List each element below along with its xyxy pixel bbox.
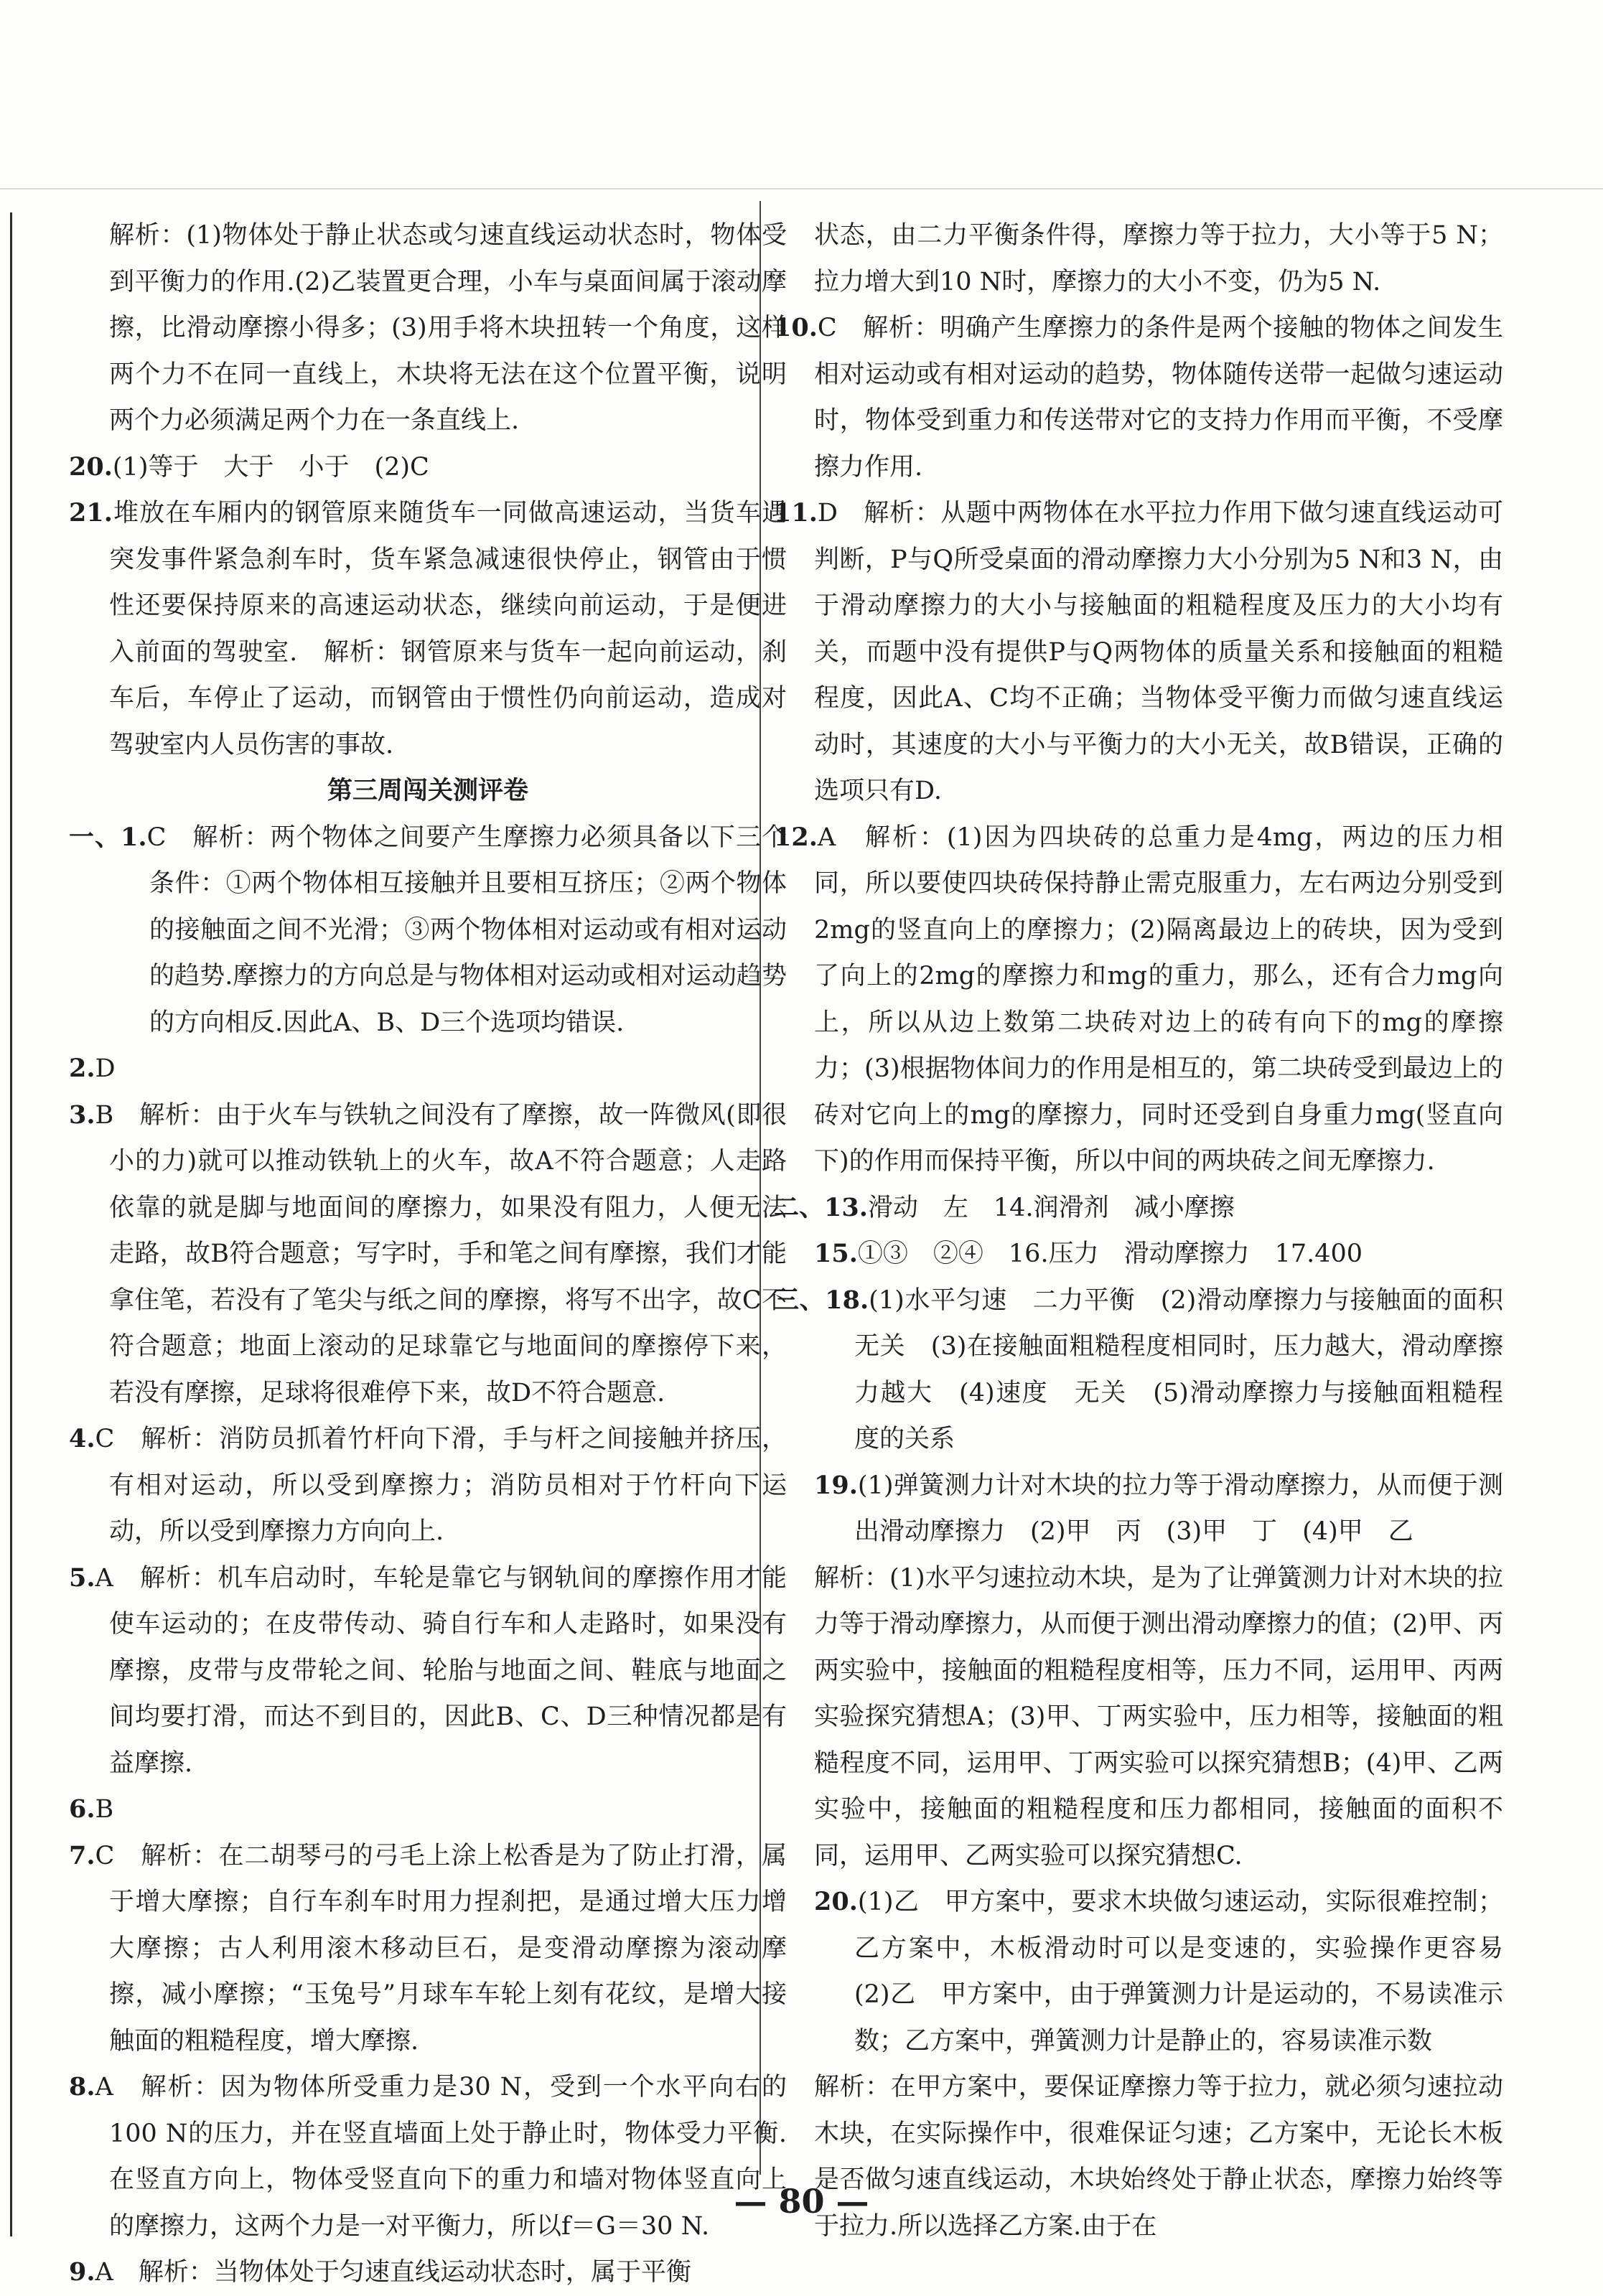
answer-item: [69, 212, 787, 444]
item-number: 9.: [69, 2257, 95, 2287]
answer-item: [69, 490, 787, 768]
item-text: (1)水平匀速 二力平衡 (2)滑动摩擦力与接触面的面积无关 (3)在接触面粗糙程度相同时，压力越大，滑动摩擦力越大 (4)速度 无关 (5)滑动摩擦力与接触面粗糙程度的关系: [854, 1285, 1503, 1453]
answer-item: [774, 1278, 1503, 1463]
item-number: 12.: [774, 822, 818, 852]
item-text: 第三周闯关测评卷: [327, 776, 528, 805]
item-text: 解析：(1)物体处于静止状态或匀速直线运动状态时，物体受到平衡力的作用.(2)乙装置更合理，小车与桌面间属于滚动摩擦，比滑动摩擦小得多；(3)用手将木块扭转一个角度，这样两个力不在同一直线上，木块将无法在这个位置平衡，说明两个力必须满足两个力在一条直线上.: [109, 221, 787, 435]
answer-item: [69, 444, 787, 491]
section-heading: [69, 768, 787, 815]
item-text: ①③ ②④ 16.压力 滑动摩擦力 17.400: [857, 1240, 1363, 1268]
item-number: 3.: [69, 1100, 95, 1130]
item-text: (1)等于 大于 小于 (2)C: [112, 452, 429, 482]
right-column: [774, 212, 1529, 2249]
item-text: C 解析：消防员抓着竹杆向下滑，手与杆之间接触并挤压，有相对运动，所以受到摩擦力；消防员相对于竹杆向下运动，所以受到摩擦力方向向上.: [95, 1425, 787, 1546]
item-text: A 解析：因为物体所受重力是30 N，受到一个水平向右的100 N的压力，并在竖直墙面上处于静止时，物体受力平衡.在竖直方向上，物体受竖直向下的重力和墙对物体竖直向上的摩擦力，这两个力是一对平衡力，所以f＝G＝30 N.: [95, 2073, 787, 2241]
item-text: A 解析：当物体处于匀速直线运动状态时，属于平衡: [95, 2258, 691, 2287]
answer-item: [69, 1555, 787, 1787]
answer-item: [774, 1463, 1503, 1555]
answer-item: [69, 2249, 787, 2296]
answer-item: [69, 1416, 787, 1555]
item-number: 4.: [69, 1424, 95, 1453]
answer-item: [774, 305, 1503, 490]
item-text: C 解析：明确产生摩擦力的条件是两个接触的物体之间发生相对运动或有相对运动的趋势，物体随传送带一起做匀速运动时，物体受到重力和传送带对它的支持力作用而平衡，不受摩擦力作用.: [814, 314, 1503, 482]
item-number: 5.: [69, 1562, 95, 1593]
answer-item: [774, 1185, 1503, 1232]
item-text: D 解析：从题中两物体在水平拉力作用下做匀速直线运动可判断，P与Q所受桌面的滑动摩擦力大小分别为5 N和3 N，由于滑动摩擦力的大小与接触面的粗糙程度及压力的大小均有关，而题中没有提供P与Q两物体的质量关系和接触面的粗糙程度，因此A、C均不正确；当物体受平衡力而做匀速直线运动时，其速度的大小与平衡力的大小无关，故B错误，正确的选项只有D.: [814, 499, 1503, 805]
answer-item: [69, 2064, 787, 2249]
item-text: B: [95, 1795, 114, 1824]
answer-item: [774, 1555, 1503, 1880]
item-number: 19.: [814, 1470, 858, 1500]
item-number: 15.: [814, 1239, 858, 1268]
item-number: 二、13.: [774, 1192, 868, 1222]
item-text: A 解析：机车启动时，车轮是靠它与钢轨间的摩擦作用才能使车运动的；在皮带传动、骑自行车和人走路时，如果没有摩擦，皮带与皮带轮之间、轮胎与地面之间、鞋底与地面之间均要打滑，而达不到目的，因此B、C、D三种情况都是有益摩擦.: [95, 1563, 787, 1778]
answer-item: [69, 1786, 787, 1833]
item-text: 状态，由二力平衡条件得，摩擦力等于拉力，大小等于5 N；拉力增大到10 N时，摩擦力的大小不变，仍为5 N.: [814, 221, 1503, 296]
answer-item: [774, 1231, 1503, 1278]
item-number: 2.: [69, 1054, 95, 1083]
item-text: 解析：(1)水平匀速拉动木块，是为了让弹簧测力计对木块的拉力等于滑动摩擦力，从而便于测出滑动摩擦力的值；(2)甲、丙两实验中，接触面的粗糙程度相等，压力不同，运用甲、丙两实验探究猜想A；(3)甲、丁两实验中，压力相等，接触面的粗糙程度不同，运用甲、丁两实验可以探究猜想B；(4)甲、乙两实验中，接触面的粗糙程度和压力都相同，接触面的面积不同，运用甲、乙两实验可以探究猜想C.: [814, 1563, 1503, 1870]
answer-item: [69, 1833, 787, 2065]
answer-item: [774, 2064, 1503, 2249]
answer-item: [774, 815, 1503, 1185]
item-number: 20.: [814, 1887, 858, 1916]
item-text: D: [95, 1054, 116, 1083]
item-text: (1)乙 甲方案中，要求木块做匀速运动，实际很难控制；乙方案中，木板滑动时可以是变速的，实验操作更容易 (2)乙 甲方案中，由于弹簧测力计是运动的，不易读准示数；乙方案中，弹簧测力计是静止的，容易读准示数: [854, 1888, 1529, 2056]
header-rule: [0, 188, 1603, 189]
left-column: [69, 212, 787, 2296]
item-number: 7.: [69, 1840, 95, 1870]
item-text: C 解析：两个物体之间要产生摩擦力必须具备以下三个条件：①两个物体相互接触并且要相互挤压；②两个物体的接触面之间不光滑；③两个物体相对运动或有相对运动的趋势.摩擦力的方向总是与物体相对运动或相对运动趋势的方向相反.因此A、B、D三个选项均错误.: [146, 823, 787, 1037]
answer-item: [774, 212, 1503, 305]
item-number: 6.: [69, 1794, 95, 1824]
item-text: 解析：在甲方案中，要保证摩擦力等于拉力，就必须匀速拉动木块，在实际操作中，很难保证匀速；乙方案中，无论长木板是否做匀速直线运动，木块始终处于静止状态，摩擦力始终等于拉力.所以选择乙方案.由于在: [814, 2073, 1503, 2241]
item-number: 三、18.: [774, 1285, 869, 1315]
answer-item: [774, 1879, 1529, 2064]
binding-margin-rule: [10, 212, 12, 2236]
answer-item: [774, 490, 1503, 815]
item-text: B 解析：由于火车与铁轨之间没有了摩擦，故一阵微风(即很小的力)就可以推动铁轨上的火车，故A不符合题意；人走路依靠的就是脚与地面间的摩擦力，如果没有阻力，人便无法走路，故B符合题意；写字时，手和笔之间有摩擦，我们才能拿住笔，若没有了笔尖与纸之间的摩擦，将写不出字，故C不符合题意；地面上滚动的足球靠它与地面间的摩擦停下来，若没有摩擦，足球将很难停下来，故D不符合题意.: [95, 1100, 787, 1407]
item-text: C 解析：在二胡琴弓的弓毛上涂上松香是为了防止打滑，属于增大摩擦；自行车刹车时用力捏刹把，是通过增大压力增大摩擦；古人利用滚木移动巨石，是变滑动摩擦为滚动摩擦，减小摩擦；“玉兔号”月球车车轮上刻有花纹，是增大接触面的粗糙程度，增大摩擦.: [95, 1841, 787, 2056]
item-number: 10.: [774, 313, 818, 342]
item-number: 一、1.: [69, 822, 147, 852]
answer-item: [69, 1046, 787, 1092]
item-number: 11.: [774, 498, 818, 528]
item-text: A 解析：(1)因为四块砖的总重力是4mg，两边的压力相同，所以要使四块砖保持静止需克服重力，左右两边分别受到2mg的竖直向上的摩擦力；(2)隔离最边上的砖块，因为受到了向上的2mg的摩擦力和mg的重力，那么，还有合力mg向上，所以从边上数第二块砖对边上的砖有向下的mg的摩擦力；(3)根据物体间力的作用是相互的，第二块砖受到最边上的砖对它向上的mg的摩擦力，同时还受到自身重力mg(竖直向下)的作用而保持平衡，所以中间的两块砖之间无摩擦力.: [814, 823, 1503, 1176]
item-text: 堆放在车厢内的钢管原来随货车一同做高速运动，当货车遇突发事件紧急刹车时，货车紧急减速很快停止，钢管由于惯性还要保持原来的高速运动状态，继续向前运动，于是便进入前面的驾驶室. 解析：钢管原来与货车一起向前运动，刹车后，车停止了运动，而钢管由于惯性仍向前运动，造成对驾驶室内人员伤害的事故.: [109, 499, 787, 759]
item-number: 21.: [69, 498, 113, 528]
answer-item: [69, 815, 787, 1046]
item-text: 滑动 左 14.润滑剂 减小摩擦: [867, 1193, 1235, 1222]
page-number: — 80 —: [734, 2182, 869, 2221]
answer-item: [69, 1092, 787, 1417]
item-text: (1)弹簧测力计对木块的拉力等于滑动摩擦力，从而便于测出滑动摩擦力 (2)甲 丙 (3)甲 丁 (4)甲 乙: [854, 1471, 1503, 1546]
item-number: 20.: [69, 451, 113, 482]
item-number: 8.: [69, 2072, 95, 2101]
